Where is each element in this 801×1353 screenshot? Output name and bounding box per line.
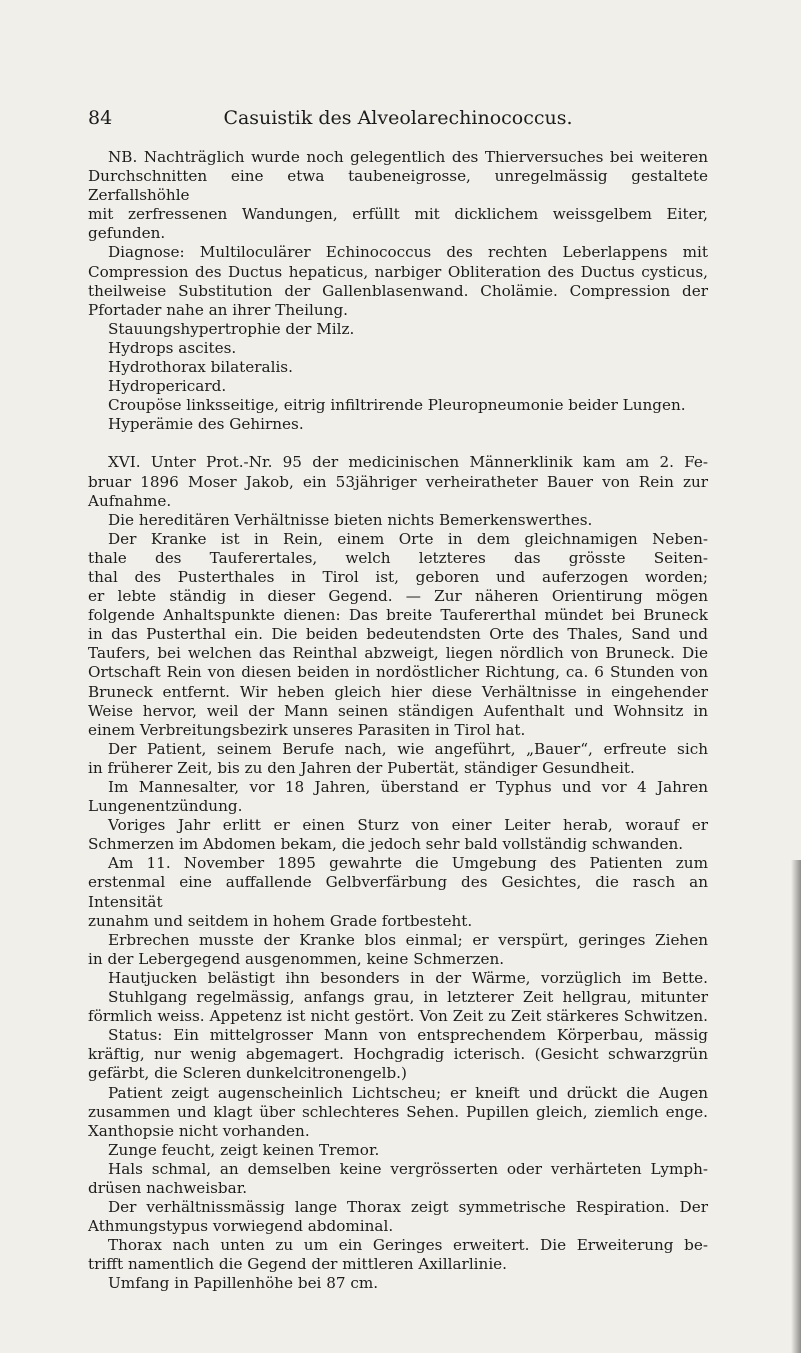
page-edge-shadow bbox=[791, 860, 801, 1353]
text-line: Ortschaft Rein von diesen beiden in nordöstlicher Richtung, ca. 6 Stunden von bbox=[88, 663, 708, 682]
text-line: folgende Anhaltspunkte dienen: Das breite Taufererthal mündet bei Bruneck bbox=[88, 606, 708, 625]
text-line: Croupöse linksseitige, eitrig infiltrirende Pleuropneumonie beider Lungen. bbox=[108, 396, 686, 415]
text-line: Durchschnitten eine etwa taubeneigrosse, unregelmässig gestaltete Zerfallshöhle bbox=[88, 167, 708, 205]
paragraph-gap bbox=[88, 434, 708, 453]
text-line: Der Patient, seinem Berufe nach, wie angeführt, „Bauer“, erfreute sich bbox=[108, 739, 708, 758]
text-line: XVI. Unter Prot.-Nr. 95 der medicinischen Männerklinik kam am 2. Fe- bbox=[108, 453, 708, 472]
body-text bbox=[88, 148, 708, 1294]
text-line: Compression des Ductus hepaticus, narbiger Obliteration des Ductus cysticus, bbox=[88, 262, 708, 281]
text-line: NB. Nachträglich wurde noch gelegentlich des Thierversuches bei weiteren bbox=[108, 148, 708, 166]
page-number: 84 bbox=[88, 107, 113, 129]
text-line: Im Mannesalter, vor 18 Jahren, überstand er Typhus und vor 4 Jahren bbox=[108, 778, 708, 796]
text-line: thal des Pusterthales in Tirol ist, geboren und auferzogen worden; bbox=[88, 567, 708, 586]
text-line: Der Kranke ist in Rein, einem Orte in dem gleichnamigen Neben- bbox=[108, 529, 708, 548]
text-line: Pfortader nahe an ihrer Theilung. bbox=[88, 300, 348, 319]
text-line: Hydropericard. bbox=[108, 377, 227, 396]
text-line: bruar 1896 Moser Jakob, ein 53jähriger verheiratheter Bauer von Rein zur bbox=[88, 472, 708, 491]
text-line: Voriges Jahr erlitt er einen Sturz von einer Leiter herab, worauf er bbox=[108, 816, 708, 835]
text-line: erstenmal eine auffallende Gelbverfärbung des Gesichtes, die rasch an Intensität bbox=[88, 873, 708, 911]
text-line: gefärbt, die Scleren dunkelcitronengelb.) bbox=[88, 1064, 407, 1083]
text-line: Am 11. November 1895 gewahrte die Umgebung des Patienten zum bbox=[108, 854, 708, 873]
text-line: Zunge feucht, zeigt keinen Tremor. bbox=[108, 1140, 380, 1159]
text-line: drüsen nachweisbar. bbox=[88, 1178, 248, 1197]
text-line: Die hereditären Verhältnisse bieten nichts Bemerkenswerthes. bbox=[108, 510, 593, 529]
text-line: thale des Tauferertales, welch letzteres das grösste Seiten- bbox=[88, 548, 708, 567]
text-line: Der verhältnissmässig lange Thorax zeigt symmetrische Respiration. Der bbox=[108, 1198, 708, 1217]
text-line: Hautjucken belästigt ihn besonders in der Wärme, vorzüglich im Bette. bbox=[108, 968, 708, 987]
text-line: er lebte ständig in dieser Gegend. — Zur näheren Orientirung mögen bbox=[88, 587, 708, 606]
text-line: in das Pusterthal ein. Die beiden bedeutendsten Orte des Thales, Sand und bbox=[88, 625, 708, 644]
text-line: theilweise Substitution der Gallenblasenwand. Cholämie. Compression der bbox=[88, 281, 708, 300]
text-line: Hydrothorax bilateralis. bbox=[108, 358, 293, 377]
text-line: Xanthopsie nicht vorhanden. bbox=[88, 1121, 310, 1140]
text-line: Hyperämie des Gehirnes. bbox=[108, 415, 304, 434]
text-line: in der Lebergegend ausgenommen, keine Schmerzen. bbox=[88, 949, 505, 968]
text-line: Hydrops ascites. bbox=[108, 338, 237, 357]
text-line: Athmungstypus vorwiegend abdominal. bbox=[88, 1217, 394, 1236]
text-line: zusammen und klagt über schlechteres Sehen. Pupillen gleich, ziemlich enge. bbox=[88, 1102, 708, 1121]
running-title: Casuistik des Alveolarechinococcus. bbox=[223, 107, 573, 129]
text-line: Thorax nach unten zu um ein Geringes erweitert. Die Erweiterung be- bbox=[108, 1236, 708, 1255]
text-line: förmlich weiss. Appetenz ist nicht gestört. Von Zeit zu Zeit stärkeres Schwitzen. bbox=[88, 1007, 708, 1026]
text-line: Stuhlgang regelmässig, anfangs grau, in letzterer Zeit hellgrau, mitunter bbox=[108, 988, 708, 1007]
text-line: Aufnahme. bbox=[88, 491, 172, 510]
text-line: Weise hervor, weil der Mann seinen ständigen Aufenthalt und Wohnsitz in bbox=[88, 701, 708, 720]
text-line: Diagnose: Multiloculärer Echinococcus des rechten Leberlappens mit bbox=[108, 243, 708, 262]
text-line: Status: Ein mittelgrosser Mann von entsprechendem Körperbau, mässig bbox=[108, 1026, 708, 1045]
text-line: Umfang in Papillenhöhe bei 87 cm. bbox=[108, 1274, 379, 1293]
text-line: Schmerzen im Abdomen bekam, die jedoch sehr bald vollständig schwanden. bbox=[88, 835, 684, 854]
text-line: Erbrechen musste der Kranke blos einmal; er verspürt, geringes Ziehen bbox=[108, 930, 708, 949]
text-line: Stauungshypertrophie der Milz. bbox=[108, 319, 355, 338]
page-header bbox=[88, 107, 708, 133]
text-line: zunahm und seitdem in hohem Grade fortbesteht. bbox=[88, 911, 473, 930]
text-line: Lungenentzündung. bbox=[88, 797, 243, 816]
text-line: trifft namentlich die Gegend der mittleren Axillarlinie. bbox=[88, 1255, 507, 1274]
text-line: Bruneck entfernt. Wir heben gleich hier diese Verhältnisse in eingehender bbox=[88, 682, 708, 701]
text-line: in früherer Zeit, bis zu den Jahren der Pubertät, ständiger Gesundheit. bbox=[88, 758, 635, 777]
text-line: Taufers, bei welchen das Reinthal abzweigt, liegen nördlich von Bruneck. Die bbox=[88, 644, 708, 663]
text-line: einem Verbreitungsbezirk unseres Parasiten in Tirol hat. bbox=[88, 720, 526, 739]
text-line: Hals schmal, an demselben keine vergrösserten oder verhärteten Lymph- bbox=[108, 1159, 708, 1178]
text-line: kräftig, nur wenig abgemagert. Hochgradig icterisch. (Gesicht schwarzgrün bbox=[88, 1045, 708, 1064]
text-line: Patient zeigt augenscheinlich Lichtscheu; er kneift und drückt die Augen bbox=[108, 1083, 708, 1102]
text-line: mit zerfressenen Wandungen, erfüllt mit dicklichem weissgelbem Eiter, gefunden. bbox=[88, 205, 708, 243]
